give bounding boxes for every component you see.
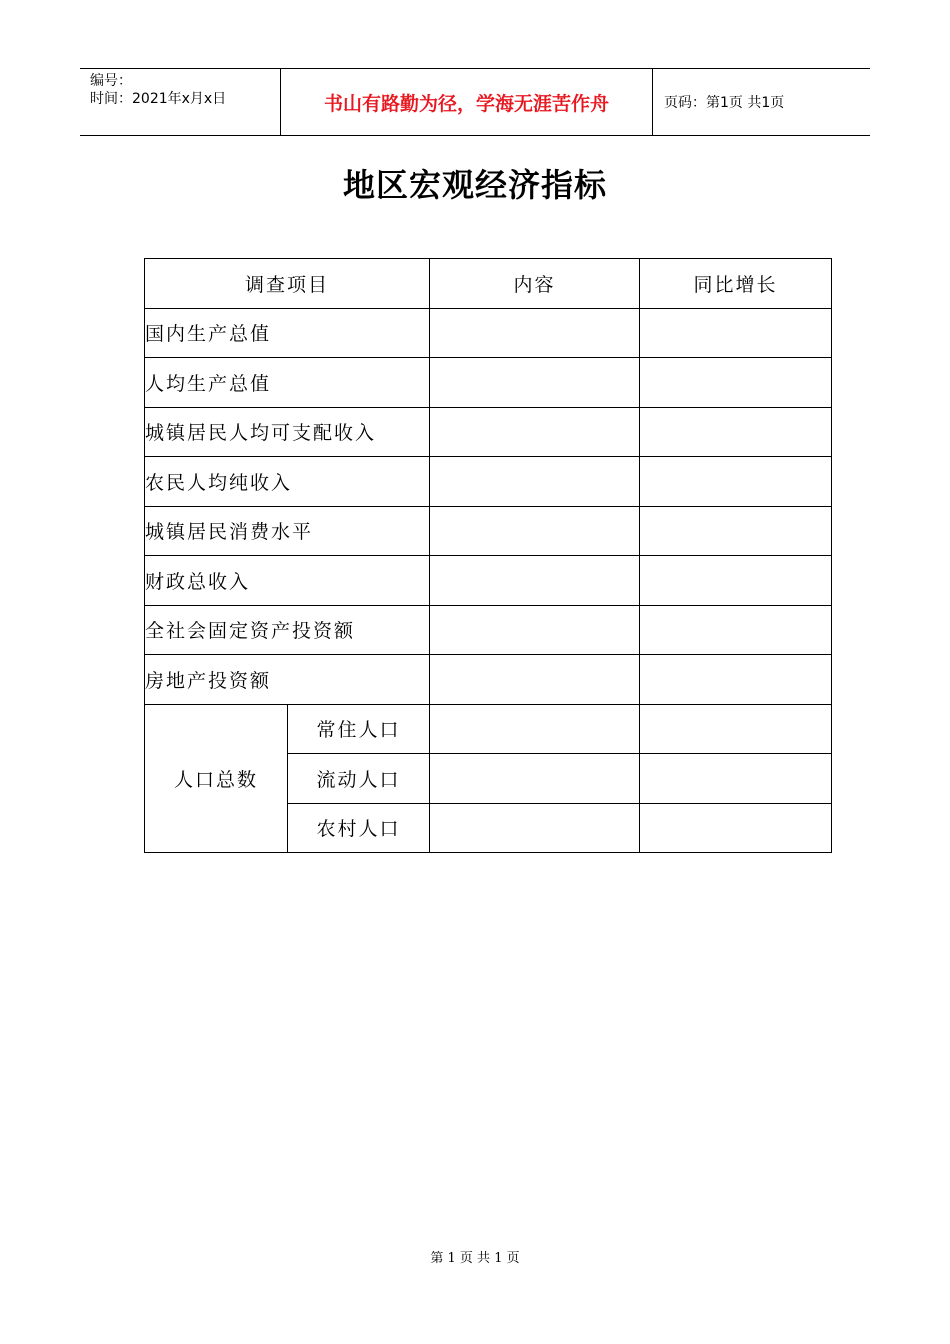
time-label: 时间：2021年x月x日 [90, 91, 227, 107]
document-header [80, 68, 870, 136]
row-label: 人均生产总值 [145, 358, 430, 408]
sub-row-label: 常住人口 [288, 704, 430, 754]
header-motto: 书山有路勤为径，学海无涯苦作舟 [281, 69, 653, 135]
table-row [145, 506, 832, 556]
page-footer: 第 1 页 共 1 页 [430, 1251, 520, 1266]
header-growth: 同比增长 [640, 259, 832, 309]
header-content: 内容 [430, 259, 640, 309]
header-meta [80, 69, 281, 135]
content-cell[interactable] [430, 655, 640, 705]
number-label: 编号： [90, 73, 132, 89]
table-row [145, 457, 832, 507]
growth-cell[interactable] [640, 754, 832, 804]
table-row [145, 605, 832, 655]
growth-cell[interactable] [640, 308, 832, 358]
table-row [145, 655, 832, 705]
header-page-info: 页码：第1页 共1页 [664, 95, 785, 111]
table-row [145, 308, 832, 358]
table-row [145, 407, 832, 457]
content-cell[interactable] [430, 704, 640, 754]
document-title: 地区宏观经济指标 [342, 166, 607, 204]
row-label: 财政总收入 [145, 556, 430, 606]
growth-cell[interactable] [640, 704, 832, 754]
growth-cell[interactable] [640, 506, 832, 556]
row-label: 房地产投资额 [145, 655, 430, 705]
growth-cell[interactable] [640, 803, 832, 853]
content-cell[interactable] [430, 407, 640, 457]
content-cell[interactable] [430, 754, 640, 804]
table-row [145, 556, 832, 606]
row-label: 国内生产总值 [145, 308, 430, 358]
row-label: 城镇居民消费水平 [145, 506, 430, 556]
growth-cell[interactable] [640, 655, 832, 705]
content-cell[interactable] [430, 605, 640, 655]
row-label: 农民人均纯收入 [145, 457, 430, 507]
growth-cell[interactable] [640, 605, 832, 655]
population-group-label: 人口总数 [145, 704, 288, 853]
sub-row-label: 流动人口 [288, 754, 430, 804]
growth-cell[interactable] [640, 457, 832, 507]
growth-cell[interactable] [640, 556, 832, 606]
content-cell[interactable] [430, 457, 640, 507]
table-row [145, 358, 832, 408]
growth-cell[interactable] [640, 407, 832, 457]
row-label: 全社会固定资产投资额 [145, 605, 430, 655]
growth-cell[interactable] [640, 358, 832, 408]
table-header-row [145, 259, 832, 309]
indicator-table [144, 258, 832, 853]
content-cell[interactable] [430, 308, 640, 358]
header-item: 调查项目 [145, 259, 430, 309]
content-cell[interactable] [430, 358, 640, 408]
content-cell[interactable] [430, 506, 640, 556]
sub-row-label: 农村人口 [288, 803, 430, 853]
row-label: 城镇居民人均可支配收入 [145, 407, 430, 457]
table-row [145, 704, 832, 754]
content-cell[interactable] [430, 803, 640, 853]
content-cell[interactable] [430, 556, 640, 606]
